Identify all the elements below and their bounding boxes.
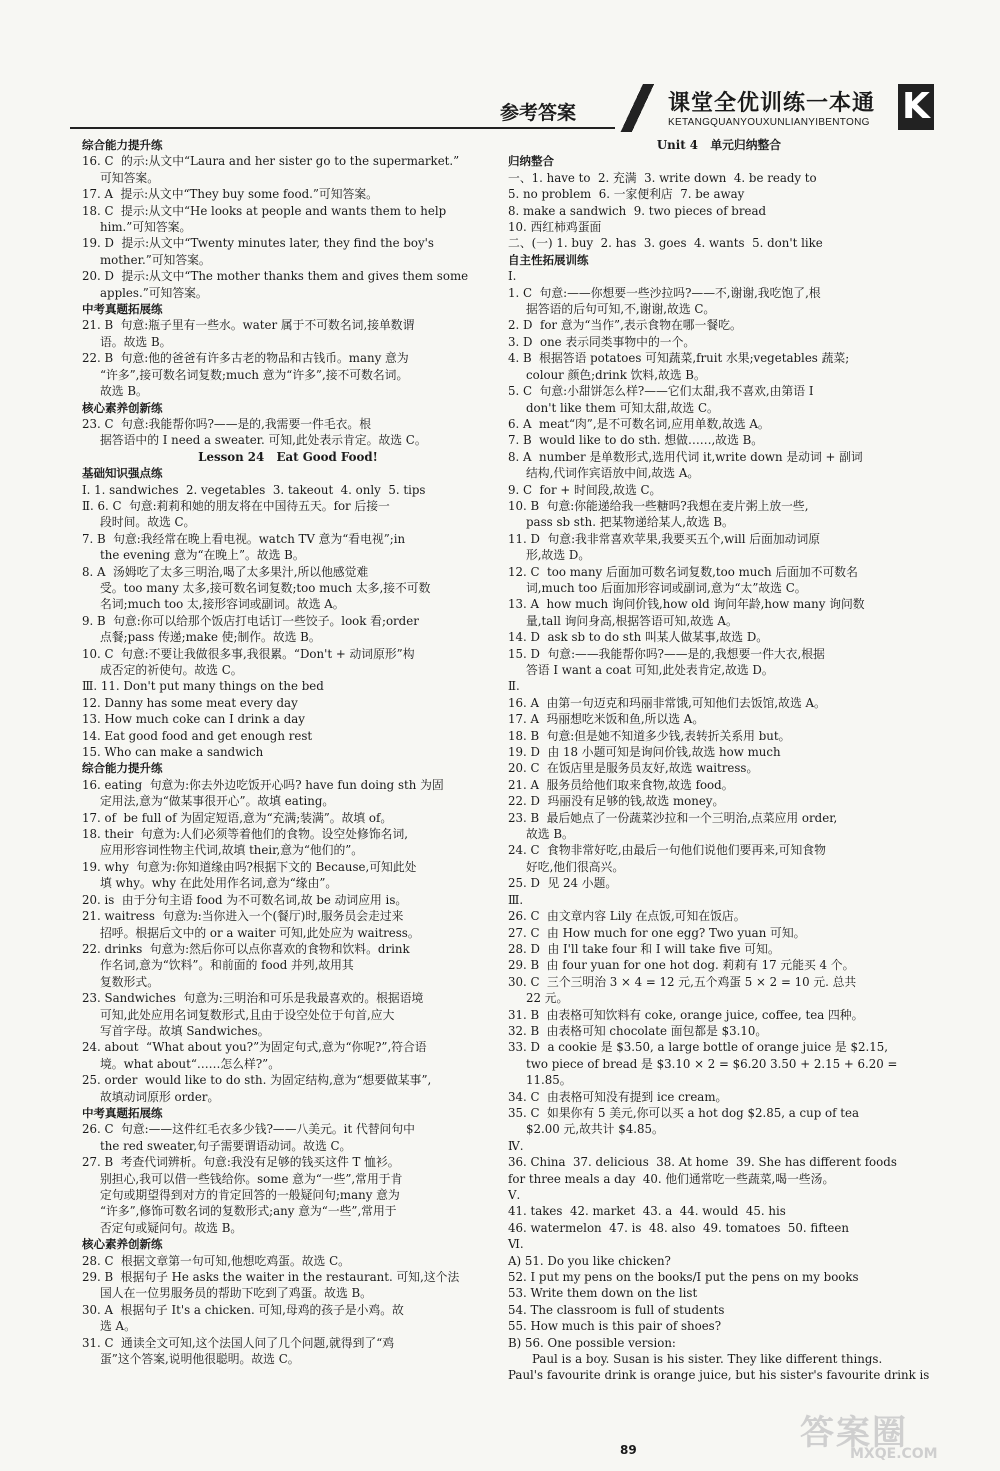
answer-line: 55. How much is this pair of shoes? xyxy=(508,1319,722,1334)
answer-line: 形,故选 D。 xyxy=(526,548,591,563)
answer-line: 15. D 句意:——我能帮你吗?——是的,我想要一件大衣,根据 xyxy=(508,646,825,661)
answer-line: 25. D 见 24 小题。 xyxy=(508,876,618,891)
watermark-logo: 答案圈 xyxy=(800,1413,908,1453)
answer-line: 故选 B。 xyxy=(526,827,574,842)
answer-line: 27. B 考查代词辨析。句意:我没有足够的钱买这件 T 恤衫。 xyxy=(82,1155,400,1170)
answer-line: 名词;much too 太,接形容词或副词。故选 A。 xyxy=(100,597,345,612)
answer-line: Ⅴ. xyxy=(508,1188,521,1202)
answer-line: 33. D a cookie 是 $3.50, a large bottle of orange juice 是 $2.15, xyxy=(508,1040,888,1055)
answer-line: 35. C 如果你有 5 美元,你可以买 a hot dog $2.85, a cup of tea xyxy=(508,1105,859,1120)
answer-line: 10. B 句意:你能递给我一些糖吗?我想在麦片粥上放一些, xyxy=(508,498,809,513)
answer-line: 别担心,我可以借一些钱给你。some 意为“一些”,常用于肯 xyxy=(100,1171,403,1186)
answer-line: A) 51. Do you like chicken? xyxy=(508,1253,671,1268)
answer-line: 8. make a sandwich 9. two pieces of bread xyxy=(508,203,767,218)
right-column xyxy=(508,137,930,1384)
answer-line: apples.”可知答案。 xyxy=(100,285,208,300)
answer-line: 23. B 最后她点了一份蔬菜沙拉和一个三明治,点菜应用 order, xyxy=(508,810,838,825)
answer-line: 9. B 句意:你可以给那个饭店打电话订一些饺子。look 看;order xyxy=(82,613,419,628)
answer-line: the evening 意为“在晚上”。故选 B。 xyxy=(100,548,305,563)
answer-line: 选 A。 xyxy=(100,1319,136,1334)
answer-line: 54. The classroom is full of students xyxy=(508,1302,725,1317)
answer-line: 20. C 在饭店里是服务员友好,故选 waitress。 xyxy=(508,761,759,776)
answer-line: 定用法,意为“做某事很开心”。故填 eating。 xyxy=(100,794,335,809)
answer-line: 24. C 食物非常好吃,由最后一句他们说他们要再来,可知食物 xyxy=(508,843,826,858)
answer-line: Ⅳ. xyxy=(508,1138,524,1153)
section-heading: 综合能力提升练 xyxy=(82,761,163,776)
watermark-url: MXQE.COM xyxy=(850,1446,938,1462)
answer-line: 否定句或疑问句。故选 B。 xyxy=(100,1220,243,1235)
section-heading: 核心素养创新练 xyxy=(82,1237,163,1252)
answer-line: 21. waitress 句意为:当你进入一个(餐厅)时,服务员会走过来 xyxy=(82,909,404,924)
answer-line: 24. about “What about you?”为固定句式,意为“你呢?”,符合语 xyxy=(82,1040,427,1055)
answer-line: 7. B 句意:我经常在晚上看电视。watch TV 意为“看电视”;in xyxy=(82,531,406,546)
answer-line: 34. C 由表格可知没有提到 ice cream。 xyxy=(508,1089,728,1104)
answer-line: 19. D 提示:从文中“Twenty minutes later, they find the boy's xyxy=(82,236,434,251)
answer-line: 9. C for + 时间段,故选 C。 xyxy=(508,482,662,497)
section-heading: 综合能力提升练 xyxy=(82,138,163,152)
answer-line: 可知,此处应用名词复数形式,且由于设空处位于句首,应大 xyxy=(100,1007,395,1022)
answer-line: 招呼。根据后文中的 or a waiter 可知,此处应为 waitress。 xyxy=(100,925,420,940)
answer-line: two piece of bread 是 $3.10 × 2 = $6.20 3.50 + 2.15 + 6.20 = xyxy=(526,1056,898,1071)
answer-line: 段时间。故选 C。 xyxy=(100,515,196,530)
answer-line: 6. A meat“肉”,是不可数名词,应用单数,故选 A。 xyxy=(508,416,770,431)
answer-line: 23. C 句意:我能帮你吗?——是的,我需要一件毛衣。根 xyxy=(82,416,372,431)
answer-line: 26. C 句意:——这件红毛衣多少钱?——八美元。it 代替问句中 xyxy=(82,1122,415,1137)
answer-line: 17. A 提示:从文中“They buy some food.”可知答案。 xyxy=(82,187,378,202)
section-heading: 基础知识强点练 xyxy=(82,466,163,481)
answer-line: 52. I put my pens on the books/I put the pens on my books xyxy=(508,1270,859,1285)
answer-line: 25. order would like to do sth. 为固定结构,意为“想要做某事”, xyxy=(82,1073,432,1088)
answer-line: 16. C 的示:从文中“Laura and her sister go to the supermarket.” xyxy=(82,154,460,169)
answer-line: 17. of be full of 为固定短语,意为“充满;装满”。故填 of。 xyxy=(82,810,393,825)
answer-line: Paul's favourite drink is orange juice, but his sister's favourite drink is xyxy=(508,1368,930,1383)
answer-line: “许多”,修饰可数名词的复数形式;any 意为“一些”,常用于 xyxy=(100,1204,397,1219)
answer-line: 29. B 根据句子 He asks the waiter in the restaurant. 可知,这个法 xyxy=(82,1270,460,1285)
answer-line: 20. D 提示:从文中“The mother thanks them and gives them some xyxy=(82,269,469,284)
answer-line: 53. Write them down on the list xyxy=(508,1286,698,1301)
answer-line: 16. eating 句意为:你去外边吃饭开心吗? have fun doing sth 为固 xyxy=(82,777,444,792)
answer-line: 46. watermelon 47. is 48. also 49. tomatoes 50. fifteen xyxy=(508,1220,849,1235)
answer-line: “许多”,接可数名词复数;much 意为“许多”,接不可数名词。 xyxy=(100,367,409,382)
answer-line: 30. C 三个三明治 3 × 4 = 12 元,五个鸡蛋 5 × 2 = 10 元. 总共 xyxy=(508,974,857,989)
lesson-heading: Lesson 24 Eat Good Food! xyxy=(198,449,378,464)
answer-line: 31. C 通读全文可知,这个法国人问了几个问题,就得到了“鸡 xyxy=(82,1335,395,1350)
answer-line: 13. How much coke can I drink a day xyxy=(82,712,305,727)
answer-line: 11.85。 xyxy=(526,1073,572,1088)
answer-line: 1. C 句意:——你想要一些沙拉吗?——不,谢谢,我吃饱了,根 xyxy=(508,285,821,300)
answer-line: him.”可知答案。 xyxy=(100,220,192,235)
book-title-pinyin: KETANGQUANYOUXUNLIANYIBENTONG xyxy=(668,117,870,128)
answer-line: 可知答案。 xyxy=(100,170,159,185)
answer-line: 18. their 句意为:人们必须等着他们的食物。设空处修饰名词, xyxy=(82,827,408,842)
page-header xyxy=(0,0,1000,130)
answer-line: 成否定的祈使句。故选 C。 xyxy=(100,663,243,677)
answer-line: 22 元。 xyxy=(526,991,569,1006)
answer-line: Ⅵ. xyxy=(508,1237,524,1252)
answer-line: 14. D ask sb to do sth 叫某人做某事,故选 D。 xyxy=(508,630,769,645)
answer-line: 22. drinks 句意为:然后你可以点你喜欢的食物和饮料。drink xyxy=(82,941,410,956)
answer-line: 31. B 由表格可知饮料有 coke, orange juice, coffee, tea 四种。 xyxy=(508,1007,864,1022)
answer-line: pass sb sth. 把某物递给某人,故选 B。 xyxy=(526,515,734,530)
answer-line: 写首字母。故填 Sandwiches。 xyxy=(100,1023,270,1038)
header-slash-decoration xyxy=(618,84,658,132)
answer-line: 受。too many 太多,接可数名词复数;too much 太多,接不可数 xyxy=(100,580,431,595)
answer-line: 16. A 由第一句迈克和玛丽非常饿,可知他们去饭馆,故选 A。 xyxy=(508,695,826,710)
page-number: 89 xyxy=(620,1443,637,1457)
answer-line: $2.00 元,故共计 $4.85。 xyxy=(526,1122,664,1137)
answer-line: 18. C 提示:从文中“He looks at people and wants them to help xyxy=(82,203,447,218)
answer-line: 11. D 句意:我非常喜欢苹果,我要买五个,will 后面加动词原 xyxy=(508,531,821,546)
answer-line: B) 56. One possible version: xyxy=(508,1335,676,1350)
answer-line: 17. A 玛丽想吃米饭和鱼,所以选 A。 xyxy=(508,712,705,727)
answer-line: 点餐;pass 传递;make 使;制作。故选 B。 xyxy=(100,630,321,645)
answer-line: 21. B 句意:瓶子里有一些水。water 属于不可数名词,接单数谓 xyxy=(82,318,415,333)
answer-line: Paul is a boy. Susan is his sister. They like different things. xyxy=(532,1352,883,1367)
answer-line: for three meals a day 40. 他们通常吃一些蔬菜,喝一些汤。 xyxy=(508,1171,835,1186)
answer-line: 语。故选 B。 xyxy=(100,334,172,349)
answer-line: 7. B would like to do sth. 想做……,故选 B。 xyxy=(508,433,764,448)
answer-line: 13. A how much 询问价钱,how old 询问年龄,how many 询问数 xyxy=(508,597,865,612)
section-heading: 自主性拓展训练 xyxy=(508,252,589,267)
answer-line: 一、1. have to 2. 充满 3. write down 4. be ready to xyxy=(508,170,817,185)
answer-line: 28. D 由 I'll take four 和 I will take five 可知。 xyxy=(508,941,780,956)
answer-line: 15. Who can make a sandwich xyxy=(82,745,264,760)
answer-line: 据答语中的 I need a sweater. 可知,此处表示肯定。故选 C。 xyxy=(100,433,427,448)
answer-line: 填 why。why 在此处用作名词,意为“缘由”。 xyxy=(100,876,338,891)
answer-line: 32. B 由表格可知 chocolate 面包都是 $3.10。 xyxy=(508,1023,768,1038)
answer-line: 蛋”这个答案,说明他很聪明。故选 C。 xyxy=(100,1352,300,1367)
answer-line: 5. no problem 6. 一家便利店 7. be away xyxy=(508,187,745,202)
answer-line: the red sweater,句子需要谓语动词。故选 C。 xyxy=(100,1138,352,1153)
answer-line: 8. A 汤姆吃了太多三明治,喝了太多果汁,所以他感觉难 xyxy=(82,564,369,579)
answer-line: 10. C 句意:不要让我做很多事,我很累。“Don't + 动词原形”构 xyxy=(82,646,415,661)
answer-line: 4. B 根据答语 potatoes 可知蔬菜,fruit 水果;vegetables 蔬菜; xyxy=(508,351,850,366)
answer-line: 8. A number 是单数形式,选用代词 it,write down 是动词 + 副词 xyxy=(508,449,863,464)
answer-line: 3. D one 表示同类事物中的一个。 xyxy=(508,334,696,349)
answer-line: Ⅱ. xyxy=(508,679,520,694)
answer-line: Ⅱ. 6. C 句意:莉莉和她的朋友将在中国待五天。for 后接一 xyxy=(82,498,390,513)
answer-line: 41. takes 42. market 43. a 44. would 45. his xyxy=(508,1204,786,1219)
answer-line: 14. Eat good food and get enough rest xyxy=(82,728,313,743)
book-title: 课堂全优训练一本通 xyxy=(668,91,876,116)
section-heading: 归纳整合 xyxy=(508,154,554,169)
answer-line: 30. A 根据句子 It's a chicken. 可知,母鸡的孩子是小鸡。故 xyxy=(82,1302,404,1317)
answer-line: 26. C 由文章内容 Lily 在点饭,可知在饭店。 xyxy=(508,909,746,924)
answer-line: 19. D 由 18 小题可知是询问价钱,故选 how much xyxy=(508,745,781,760)
section-heading: 中考真题拓展练 xyxy=(82,1105,163,1120)
answer-line: 词,much too 后面加形容词或副词,意为“太”故选 C。 xyxy=(526,580,807,595)
answer-line: 22. D 玛丽没有足够的钱,故选 money。 xyxy=(508,794,725,809)
answer-line: 据答语的后句可知,不,谢谢,故选 C。 xyxy=(526,302,716,317)
answer-line: 21. A 服务员给他们取来食物,故选 food。 xyxy=(508,777,734,792)
answer-line: 境。what about“……怎么样?”。 xyxy=(100,1056,281,1071)
answer-line: 好吃,他们很高兴。 xyxy=(526,859,625,874)
answer-line: 复数形式。 xyxy=(100,974,159,989)
answer-line: 量,tall 询问身高,根据答语可知,故选 A。 xyxy=(526,613,738,628)
answer-line: colour 颜色;drink 饮料,故选 B。 xyxy=(526,367,706,382)
answer-line: don't like them 可知太甜,故选 C。 xyxy=(526,400,719,415)
answer-line: 27. C 由 How much for one egg? Two yuan 可知。 xyxy=(508,925,806,940)
answer-line: 结构,代词作宾语放中间,故选 A。 xyxy=(526,466,700,481)
header-rule xyxy=(70,127,615,129)
answer-line: 国人在一位男服务员的帮助下吃到了鸡蛋。故选 B。 xyxy=(100,1286,372,1301)
k-logo-icon: K xyxy=(898,84,934,130)
lesson-heading: Unit 4 单元归纳整合 xyxy=(656,138,782,152)
answer-line: 22. B 句意:他的爸爸有许多古老的物品和古钱币。many 意为 xyxy=(82,351,409,366)
answer-line: 二、(一) 1. buy 2. has 3. goes 4. wants 5. don't like xyxy=(508,236,823,251)
answer-line: 12. Danny has some meat every day xyxy=(82,695,298,710)
section-heading: 核心素养创新练 xyxy=(82,400,163,415)
section-heading: 中考真题拓展练 xyxy=(82,302,163,317)
answer-line: 18. B 句意:但是她不知道多少钱,表转折关系用 but。 xyxy=(508,728,791,743)
answer-line: 36. China 37. delicious 38. At home 39. She has different foods xyxy=(508,1155,897,1170)
answer-line: 28. C 根据文章第一句可知,他想吃鸡蛋。故选 C。 xyxy=(82,1253,350,1268)
answer-line: 故填动词原形 order。 xyxy=(100,1089,220,1104)
answer-line: 10. 西红柿鸡蛋面 xyxy=(508,220,602,235)
answer-line: 23. Sandwiches 句意为:三明治和可乐是我最喜欢的。根据语境 xyxy=(82,991,424,1006)
answer-line: 答语 I want a coat 可知,此处表肯定,故选 D。 xyxy=(526,663,774,677)
left-column xyxy=(82,137,494,1367)
answer-line: 5. C 句意:小甜饼怎么样?——它们太甜,我不喜欢,由第语 I xyxy=(508,384,814,399)
answer-line: Ⅲ. 11. Don't put many things on the bed xyxy=(82,679,324,694)
answer-line: 20. is 由于分句主语 food 为不可数名词,故 be 动词应用 is。 xyxy=(82,892,408,907)
answer-line: Ⅲ. xyxy=(508,892,524,907)
answer-line: Ⅰ. 1. sandwiches 2. vegetables 3. takeout 4. only 5. tips xyxy=(82,482,426,497)
answer-line: 19. why 句意为:你知道缘由吗?根据下文的 Because,可知此处 xyxy=(82,859,417,874)
answer-line: 作名词,意为“饮料”。和前面的 food 并列,故用其 xyxy=(100,958,354,973)
answer-line: mother.”可知答案。 xyxy=(100,252,211,267)
answer-line: 应用形容词性物主代词,故填 their,意为“他们的”。 xyxy=(100,843,364,858)
section-title: 参考答案 xyxy=(500,102,577,124)
answer-line: 29. B 由 four yuan for one hot dog. 莉莉有 17 元能买 4 个。 xyxy=(508,958,855,973)
answer-line: Ⅰ. xyxy=(508,269,517,284)
answer-line: 定句或期望得到对方的肯定回答的一般疑问句;many 意为 xyxy=(100,1188,400,1202)
answer-line: 2. D for 意为“当作”,表示食物在哪一餐吃。 xyxy=(508,318,742,333)
answer-line: 12. C too many 后面加可数名词复数,too much 后面加不可数名 xyxy=(508,564,858,579)
answer-line: 故选 B。 xyxy=(100,384,148,399)
